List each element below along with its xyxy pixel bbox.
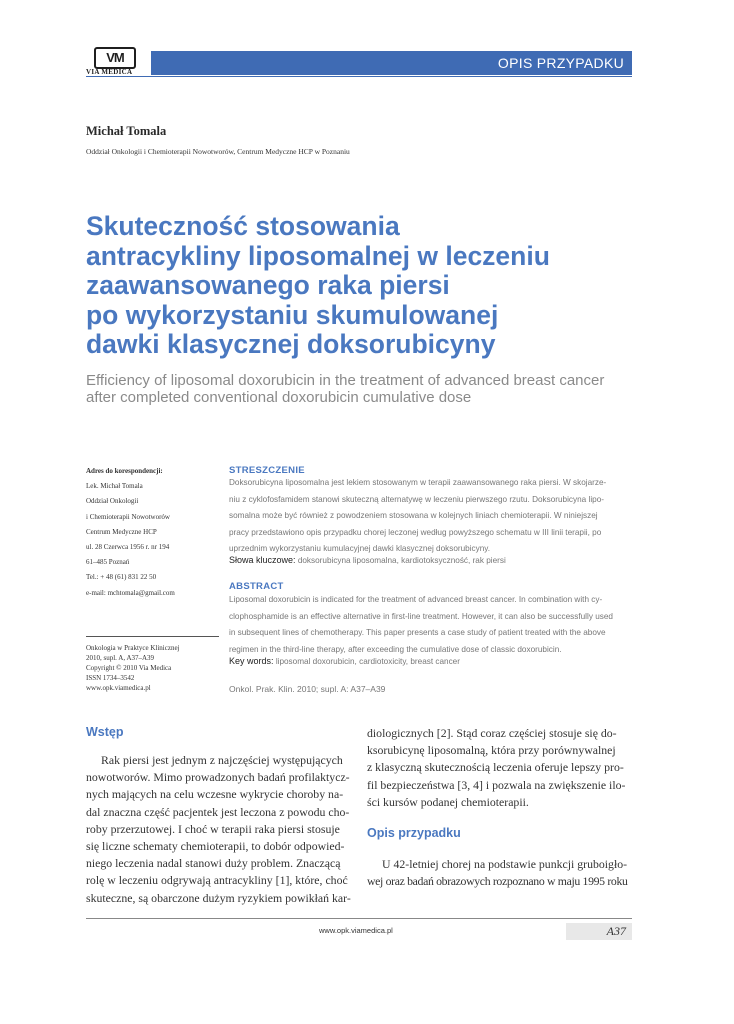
title-line: Skuteczność stosowania xyxy=(86,211,400,241)
abstract-line: Liposomal doxorubicin is indicated for the treatment of advanced breast cancer. In combination with cy- xyxy=(229,595,603,604)
header-divider xyxy=(86,76,632,77)
page-number: A37 xyxy=(606,924,626,938)
via-medica-logo xyxy=(86,47,142,77)
logo-mark: VM xyxy=(94,47,136,69)
abstract-body xyxy=(229,592,613,658)
logo-text: VIA MEDICA xyxy=(86,68,133,76)
correspondence-line: ul. 28 Czerwca 1956 r. nr 194 xyxy=(86,543,170,552)
case-text xyxy=(367,856,631,890)
correspondence-line: Tel.: + 48 (61) 831 22 50 xyxy=(86,573,157,582)
streszczenie-line: somalna może być również z powodzeniem stosowana w kolejnych liniach chemioterapii. W niniejszej xyxy=(229,511,598,520)
keywords-value: liposomal doxorubicin, cardiotoxicity, breast cancer xyxy=(275,657,460,666)
streszczenie-body xyxy=(229,475,606,558)
intro-line: nych mających na celu wczesne wykrycie choroby na- xyxy=(86,787,344,802)
journal-line: Copyright © 2010 Via Medica xyxy=(86,664,172,672)
section-label: OPIS PRZYPADKU xyxy=(497,55,624,71)
intro-cont-line: z klasyczną skutecznością leczenia oferuje lepszy pro- xyxy=(367,760,624,775)
intro-cont-line: ksorubicynę liposomalną, która przy porównywalnej xyxy=(367,743,616,758)
page-number-box xyxy=(566,923,632,940)
keywords-label: Key words: xyxy=(229,656,274,666)
streszczenie-keywords xyxy=(229,555,506,565)
intro-line: skuteczne, są obarczone dużym ryzykiem powikłań kar- xyxy=(86,890,351,905)
journal-line: ISSN 1734–3542 xyxy=(86,674,135,682)
journal-line: 2010, supl. A, A37–A39 xyxy=(86,654,155,662)
subtitle-line: after completed conventional doxorubicin cumulative dose xyxy=(86,389,472,406)
article-title xyxy=(86,212,646,360)
title-line: dawki klasycznej doksorubicyny xyxy=(86,329,496,359)
streszczenie-line: niu z cyklofosfamidem stanowi skuteczną alternatywę w leczeniu pierwszego rzutu. Doksorubicyna lipo- xyxy=(229,494,604,504)
correspondence-line: Oddział Onkologii xyxy=(86,497,139,506)
intro-cont-line: fil bezpieczeństwa [3, 4] i pozwala na zwiększenie ilo- xyxy=(367,777,626,792)
abstract-line: regimen in the third-line therapy, after exceeding the cumulative dose of classic doxorubicin. xyxy=(229,644,562,654)
intro-cont-line: ści kursów podanej chemioterapii. xyxy=(367,794,529,809)
correspondence-line: 61–485 Poznań xyxy=(86,558,130,567)
intro-line: rolę w leczeniu odgrywają antracykliny [1], które, choć xyxy=(86,873,348,888)
journal-url[interactable]: www.opk.viamedica.pl xyxy=(86,684,151,692)
footer-url[interactable]: www.opk.viamedica.pl xyxy=(319,926,393,935)
abstract-line: clophosphamide is an effective alternative in first-line treatment. However, it can also be successfully used xyxy=(229,611,613,621)
correspondence-line: Centrum Medyczne HCP xyxy=(86,527,157,536)
author-affiliation: Oddział Onkologii i Chemioterapii Nowotworów, Centrum Medyczne HCP w Poznaniu xyxy=(86,147,350,156)
correspondence-line: Lek. Michał Tomala xyxy=(86,482,143,491)
subtitle-line: Efficiency of liposomal doxorubicin in the treatment of advanced breast cancer xyxy=(86,372,605,389)
intro-line: roby przerzutowej. I choć w terapii raka piersi stosuje xyxy=(86,821,340,836)
intro-continued-text xyxy=(367,725,631,811)
intro-line: Rak piersi jest jednym z najczęściej występujących xyxy=(101,753,343,767)
author-name: Michał Tomala xyxy=(86,124,167,138)
citation: Onkol. Prak. Klin. 2010; supl. A: A37–A39 xyxy=(229,684,386,694)
sidebar-divider xyxy=(86,636,219,637)
streszczenie-heading: STRESZCZENIE xyxy=(229,465,305,476)
title-line: po wykorzystaniu skumulowanej xyxy=(86,299,499,330)
intro-line: niego leczenia nadal stanowi duży problem. Znaczącą xyxy=(86,856,341,871)
section-header-bar xyxy=(151,51,632,75)
correspondence-block xyxy=(86,464,226,601)
title-line: antracykliny liposomalnej w leczeniu xyxy=(86,240,550,271)
title-line: zaawansowanego raka piersi xyxy=(86,270,450,300)
streszczenie-line: Doksorubicyna liposomalna jest lekiem stosowanym w terapii zaawansowanego raka piersi. W skojarze- xyxy=(229,478,607,487)
journal-info xyxy=(86,643,226,693)
correspondence-label: Adres do korespondencji: xyxy=(86,467,163,475)
correspondence-line: i Chemioterapii Nowotworów xyxy=(86,512,170,521)
intro-line: dal znaczna część pacjentek jest leczona z powodu cho- xyxy=(86,804,350,819)
intro-line: nowotworów. Mimo prowadzonych badań profilaktycz- xyxy=(86,770,350,785)
intro-cont-line: diologicznych [2]. Stąd coraz częściej stosuje się do- xyxy=(367,726,617,740)
intro-line: się liczne schematy chemioterapii, to dobór odpowied- xyxy=(86,839,345,854)
streszczenie-line: pracy przedstawiono opis przypadku chorej leczonej według powyższego schematu w III linii terapii, po xyxy=(229,527,602,537)
article-subtitle xyxy=(86,372,646,406)
streszczenie-line: uprzednim wykorzystaniu kumulacyjnej dawki klasycznej doksorubicyny. xyxy=(229,544,491,553)
abstract-heading: ABSTRACT xyxy=(229,581,284,592)
correspondence-email[interactable]: e-mail: mchtomala@gmail.com xyxy=(86,588,175,597)
journal-line: Onkologia w Praktyce Klinicznej xyxy=(86,644,180,652)
abstract-keywords xyxy=(229,656,460,666)
footer-divider xyxy=(86,918,632,919)
keywords-value: doksorubicyna liposomalna, kardiotoksyczność, rak piersi xyxy=(297,556,506,565)
intro-heading: Wstęp xyxy=(86,725,124,739)
abstract-line: in subsequent lines of chemotherapy. This paper presents a case study of patient treated with the above xyxy=(229,628,606,637)
case-heading: Opis przypadku xyxy=(367,826,461,840)
keywords-label: Słowa kluczowe: xyxy=(229,555,296,565)
case-line: U 42-letniej chorej na podstawie punkcji gruboigło- xyxy=(382,857,628,871)
case-line: wej oraz badań obrazowych rozpoznano w maju 1995 roku xyxy=(367,874,628,889)
intro-text xyxy=(86,752,350,907)
